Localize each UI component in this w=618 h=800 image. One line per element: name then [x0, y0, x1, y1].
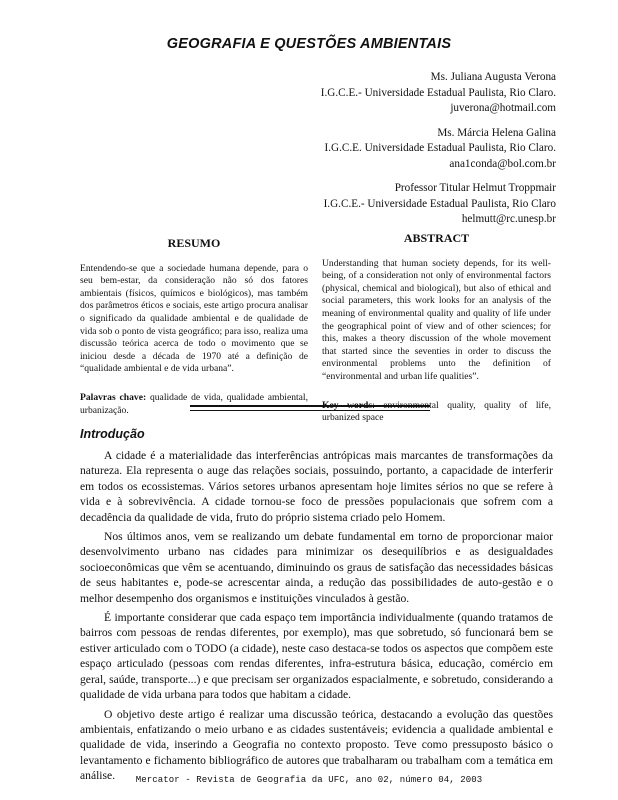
- author-2: [321, 126, 556, 173]
- intro-heading: Introdução: [80, 427, 145, 441]
- section-divider: [190, 410, 430, 411]
- keywords-label: Key words: [322, 399, 373, 411]
- abstract-column: [322, 232, 551, 425]
- author-email: ana1conda@bol.com.br: [449, 157, 556, 170]
- keywords-label: Palavras chave:: [80, 391, 147, 403]
- author-name: Ms. Márcia Helena Galina: [437, 126, 556, 139]
- abstract-keywords: [322, 400, 551, 425]
- resumo-text: Entendendo-se que a sociedade humana depende, para o seu bem-estar, da consideração não só dos fatores ambientais (físicos, químicos e biológicos), mas também dos parâmetros éticos e sociais, este artigo procura analisar o significado da qualidade ambiental e de qualidade de vida sob o ponto de vista geográfico; para isso, realiza uma discussão teórica acerca de todo o movimento que se iniciou desde a década de 1970 até a definição de “qualidade ambiental e de vida urbana”.: [80, 262, 308, 375]
- author-affiliation: I.G.C.E.- Universidade Estadual Paulista, Rio Claro: [323, 197, 556, 210]
- author-name: Ms. Juliana Augusta Verona: [430, 71, 556, 83]
- intro-body: [80, 448, 553, 788]
- abstract-text: Understanding that human society depends, for its well-being, of a consideration not only of environmental factors (physical, chemical and biological), but also of ethical and social parameters, this work looks for an analysis of the meaning of environmental quality and quality of life under the geographical point of view and of other sciences; for this, makes a theory discussion of the whole movement that started since the seventies in order to discuss the environmental problems unto the definition of “environmental and urban life qualities”.: [322, 257, 551, 382]
- article-title: GEOGRAFIA E QUESTÕES AMBIENTAIS: [166, 36, 452, 52]
- paragraph: O objetivo deste artigo é realizar uma discussão teórica, destacando a evolução das questões ambientais, enfatizando o meio urbano e as cidades sustentáveis; evidencia a qualidade ambiental e qualidade de vida, inserindo a Geografia no contexto proposto. Teve como pressuposto básico o levantamento e fichamento bibliográfico de autores que trabalharam ou trabalham com a temática em análise.: [80, 707, 553, 783]
- section-divider: [190, 405, 430, 407]
- abstract-heading: ABSTRACT: [403, 231, 470, 245]
- author-email: juverona@hotmail.com: [450, 102, 556, 114]
- keywords-text: qualidade de vida, qualidade ambiental, urbanização.: [80, 391, 308, 416]
- author-name: Professor Titular Helmut Troppmair: [394, 182, 556, 194]
- page-footer: Mercator - Revista de Geografia da UFC, ano 02, número 04, 2003: [135, 775, 483, 785]
- paragraph: Nos últimos anos, vem se realizando um debate fundamental em torno de proporcionar maior desenvolvimento urbano nas cidades para minimizar os desequilíbrios e as desigualdades socioeconômicas que vêm se acentuando, diminuindo os graus de satisfação das necessidades básicas de seus habitantes e, pode-se acrescentar ainda, a redução das possibilidades de auto-gestão e o melhor desempenho dos organismos e instituições vinculados à gestão.: [80, 530, 553, 605]
- resumo-heading: RESUMO: [167, 236, 221, 250]
- keywords-text: : environmental quality, quality of life, urbanized space: [322, 399, 552, 424]
- author-affiliation: I.G.C.E.- Universidade Estadual Paulista, Rio Claro.: [320, 86, 556, 99]
- author-block: [321, 70, 556, 237]
- paragraph: É importante considerar que cada espaço tem importância individualmente (quando tratamos de bairros com pessoas de rendas diferentes, por exemplo), mas que sobretudo, só funcionará bem se estiver articulado com o TODO (a cidade), neste caso destaca-se todos os aspectos que compõem este espaço articulado (pessoas com rendas diferentes, infra-estrutura básica, educação, comércio em geral, saúde, transporte...) e que precisam ser organizados espacialmente, e sobretudo, considerando a qualidade de vida urbana para todos que habitam a cidade.: [80, 611, 553, 702]
- author-affiliation: I.G.C.E. Universidade Estadual Paulista, Rio Claro.: [324, 142, 556, 154]
- author-1: [321, 70, 556, 117]
- author-3: [321, 181, 556, 228]
- paragraph: A cidade é a materialidade das interferências antrópicas mais marcantes de transformações da natureza. Ela representa o auge das relações sociais, possuindo, portanto, a capacidade de interferir em todos os ecossistemas. Vários setores urbanos apresentam hoje limites sérios no que se refere à vida e à sobrevivência. A cidade tornou-se foco de pressões populacionais que sofrem com a decadência da qualidade de vida, fruto do próprio sistema criado pelo Homem.: [80, 449, 553, 524]
- author-email: helmutt@rc.unesp.br: [461, 213, 556, 225]
- resumo-column: [80, 237, 308, 417]
